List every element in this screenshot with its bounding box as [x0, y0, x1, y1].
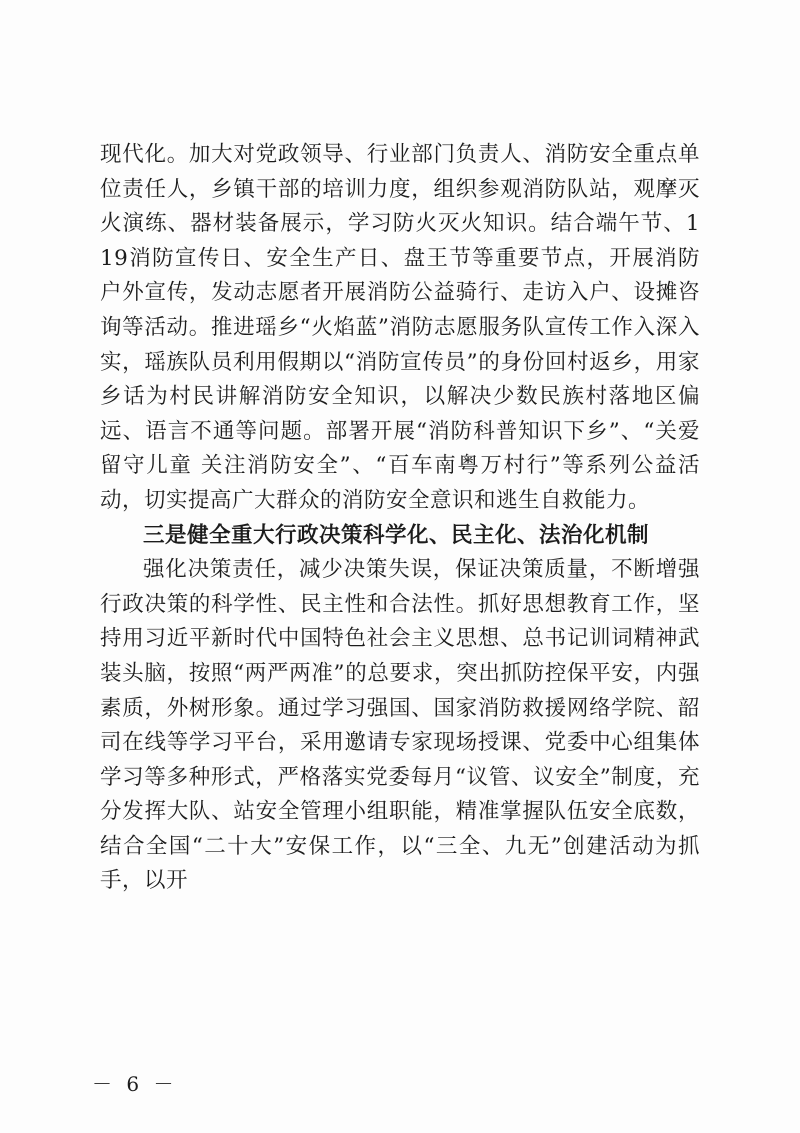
- page-number: － 6 －: [92, 1072, 178, 1096]
- section-heading: 三是健全重大行政决策科学化、民主化、法治化机制: [143, 522, 650, 548]
- paragraph-continuation: 现代化。加大对党政领导、行业部门负责人、消防安全重点单位责任人，乡镇干部的培训力度，组织参观消防队站，观摩灭火演练、器材装备展示，学习防火灭火知识。结合端午节、119消防宣传日、安全生产日、盘王节等重要节点，开展消防户外宣传，发动志愿者开展消防公益骑行、走访入户、设摊咨询等活动。推进瑶乡“火焰蓝”消防志愿服务队宣传工作入深入实，瑶族队员利用假期以“消防宣传员”的身份回村返乡，用家乡话为村民讲解消防安全知识，以解决少数民族村落地区偏远、语言不通等问题。部署开展“消防科普知识下乡”、“关爱留守儿童 关注消防安全”、“百车南粤万村行”等系列公益活动，切实提高广大群众的消防安全意识和逃生自救能力。: [100, 142, 700, 513]
- paragraph-body: 强化决策责任，减少决策失误，保证决策质量，不断增强行政决策的科学性、民主性和合法性。抓好思想教育工作，坚持用习近平新时代中国特色社会主义思想、总书记训词精神武装头脑，按照“两严两准”的总要求，突出抓防控保平安，内强素质，外树形象。通过学习强国、国家消防救援网络学院、韶司在线等学习平台，采用邀请专家现场授课、党委中心组集体学习等多种形式，严格落实党委每月“议管、议安全”制度，充分发挥大队、站安全管理小组职能，精准掌握队伍安全底数，结合全国“二十大”安保工作，以“三全、九无”创建活动为抓手，以开: [100, 557, 700, 894]
- document-body: [100, 138, 700, 899]
